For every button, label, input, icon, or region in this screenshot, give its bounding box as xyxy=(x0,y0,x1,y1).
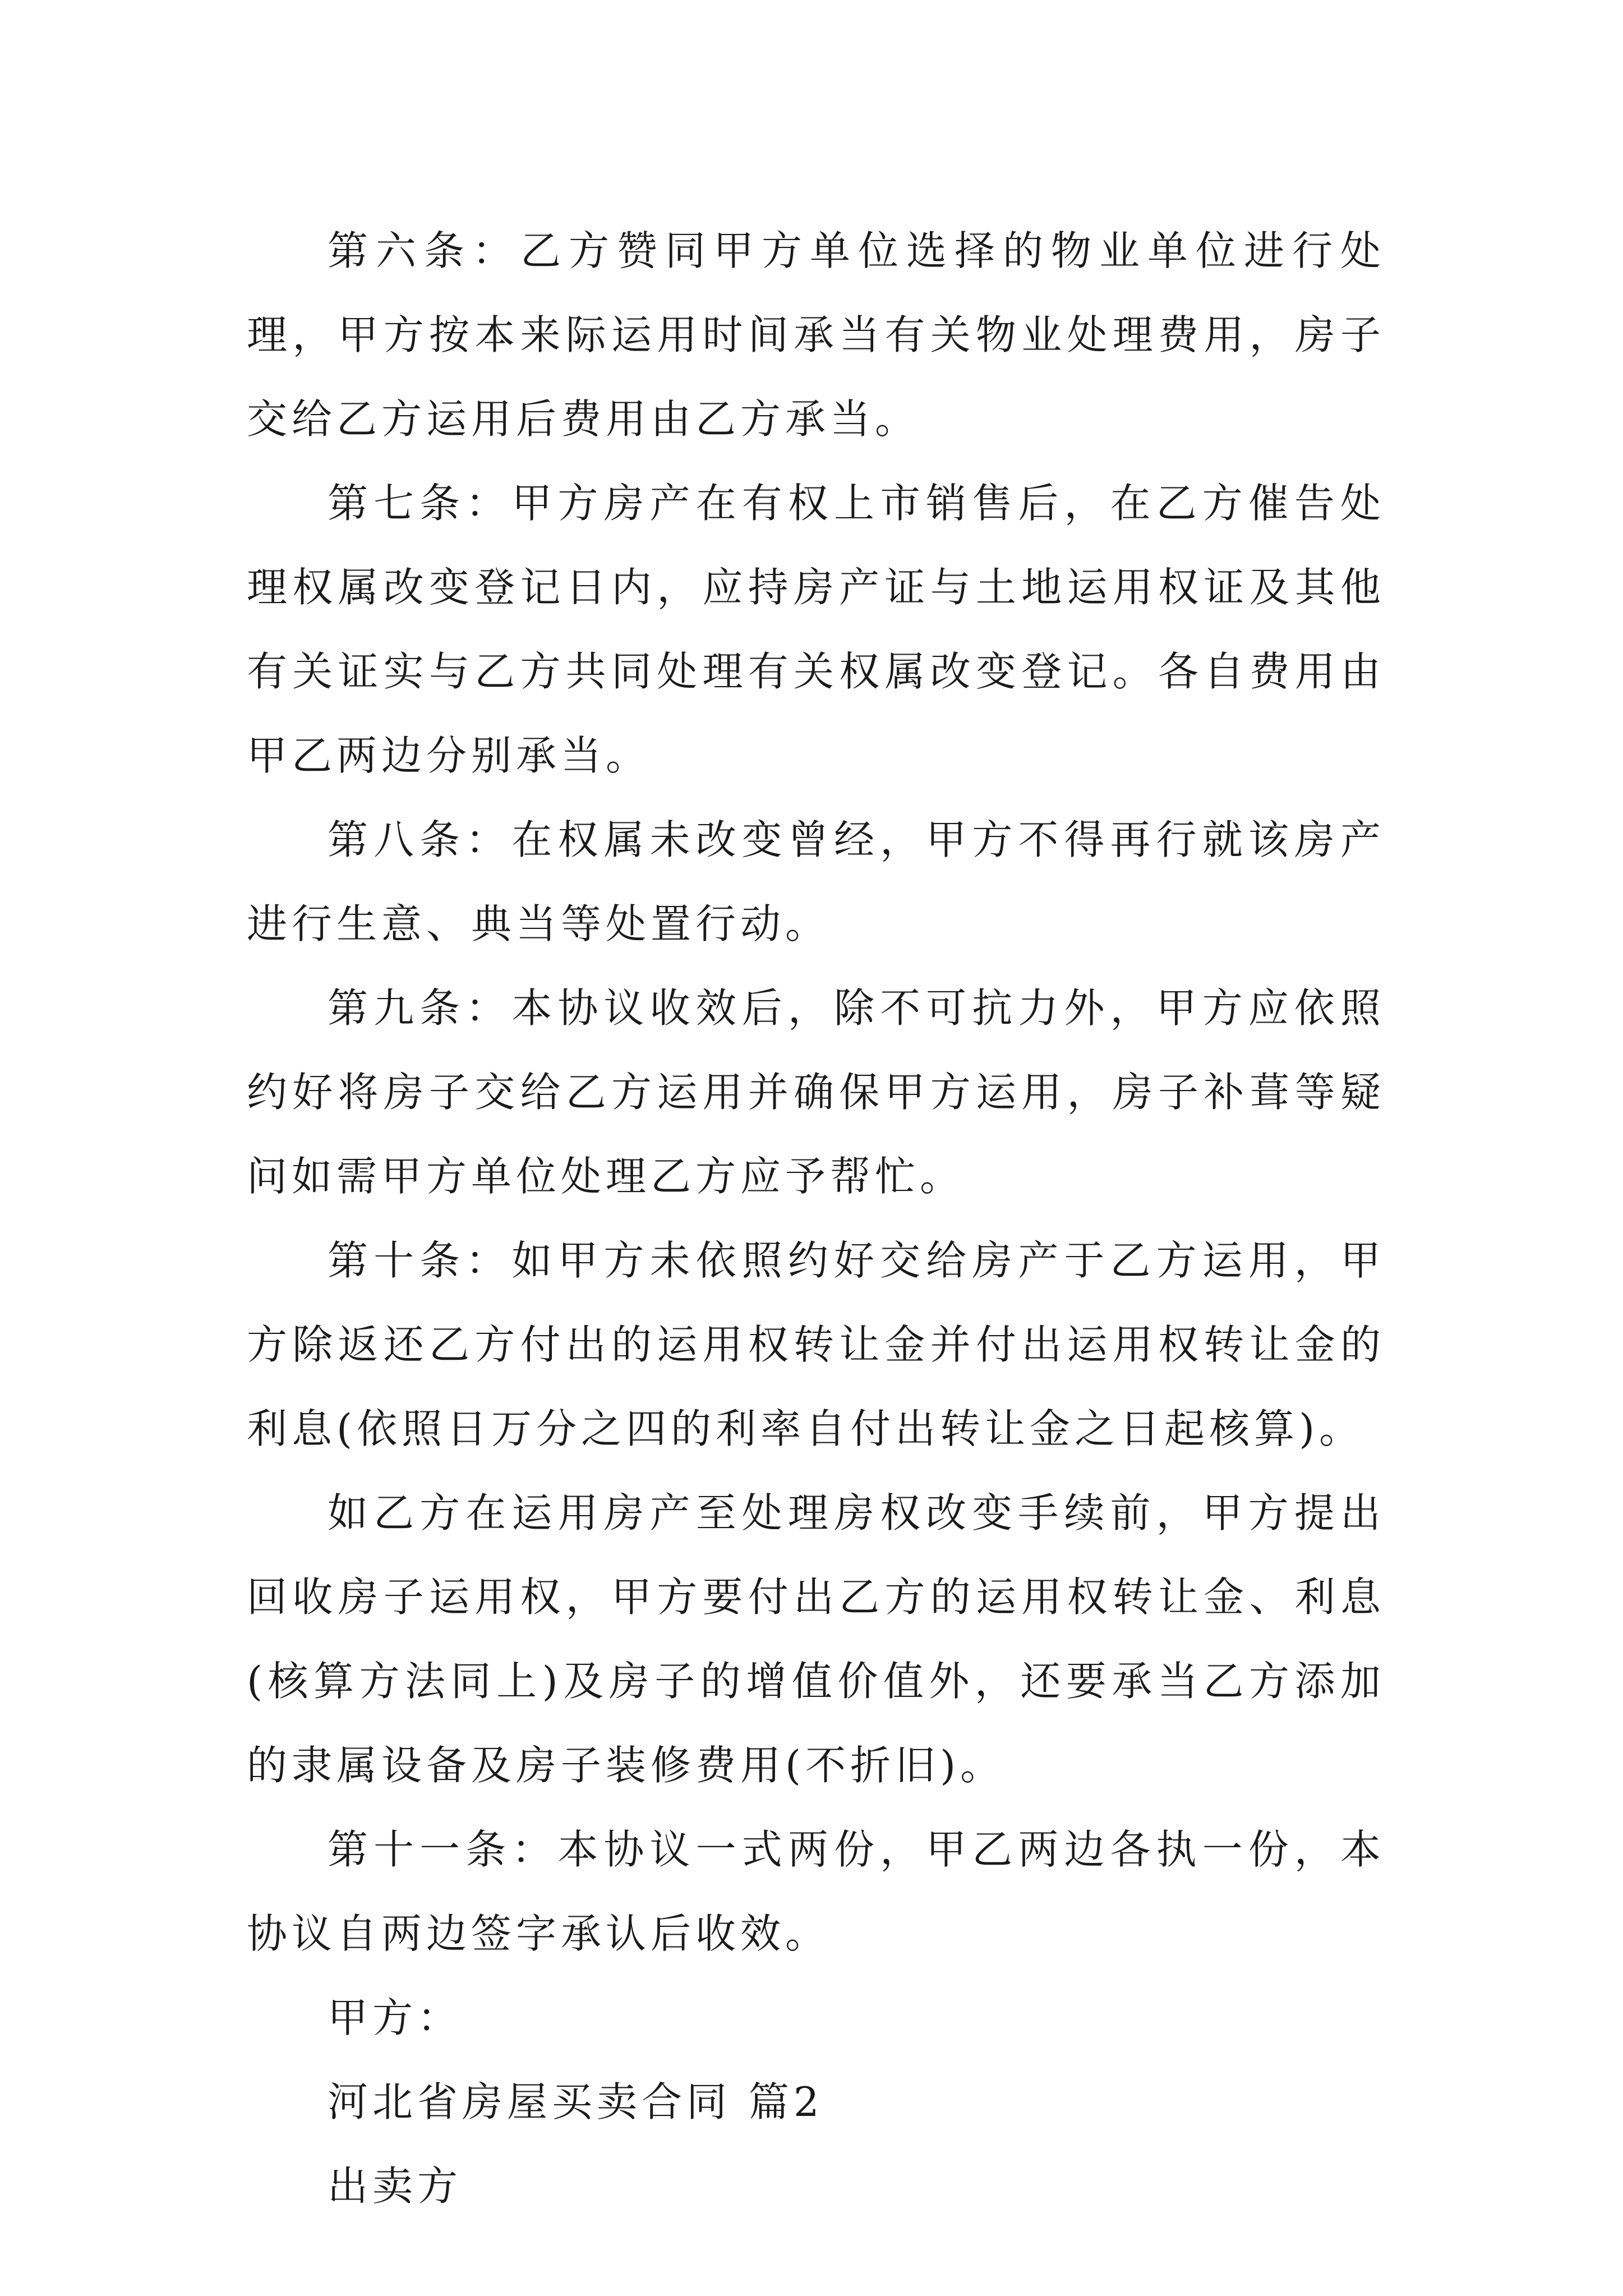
clause-11: 第十一条：本协议一式两份，甲乙两边各执一份，本协议自两边签字承认后收效。 xyxy=(247,1826,1385,1957)
clause-6: 第六条：乙方赞同甲方单位选择的物业单位进行处理，甲方按本来际运用时间承当有关物业处理费用，房子交给乙方运用后费用由乙方承当。 xyxy=(247,227,1385,443)
clause-9: 第九条：本协议收效后，除不可抗力外，甲方应依照约好将房子交给乙方运用并确保甲方运用，房子补葺等疑问如需甲方单位处理乙方应予帮忙。 xyxy=(247,984,1385,1200)
document-body xyxy=(247,209,1385,2228)
section-heading: 河北省房屋买卖合同 篇2 xyxy=(328,2078,824,2125)
clause-10: 第十条：如甲方未依照约好交给房产于乙方运用，甲方除返还乙方付出的运用权转让金并付出运用权转让金的利息(依照日万分之四的利率自付出转让金之日起核算)。 xyxy=(247,1237,1385,1452)
clause-10-continued: 如乙方在运用房产至处理房权改变手续前，甲方提出回收房子运用权，甲方要付出乙方的运用权转让金、利息(核算方法同上)及房子的增值价值外，还要承当乙方添加的隶属设备及房子装修费用(不折旧)。 xyxy=(247,1489,1385,1789)
clause-8: 第八条：在权属未改变曾经，甲方不得再行就该房产进行生意、典当等处置行动。 xyxy=(247,816,1385,947)
party-a-label: 甲方： xyxy=(328,1994,463,2041)
clause-7: 第七条：甲方房产在有权上市销售后，在乙方催告处理权属改变登记日内，应持房产证与土地运用权证及其他有关证实与乙方共同处理有关权属改变登记。各自费用由甲乙两边分别承当。 xyxy=(247,480,1385,779)
seller-label: 出卖方 xyxy=(328,2162,463,2210)
